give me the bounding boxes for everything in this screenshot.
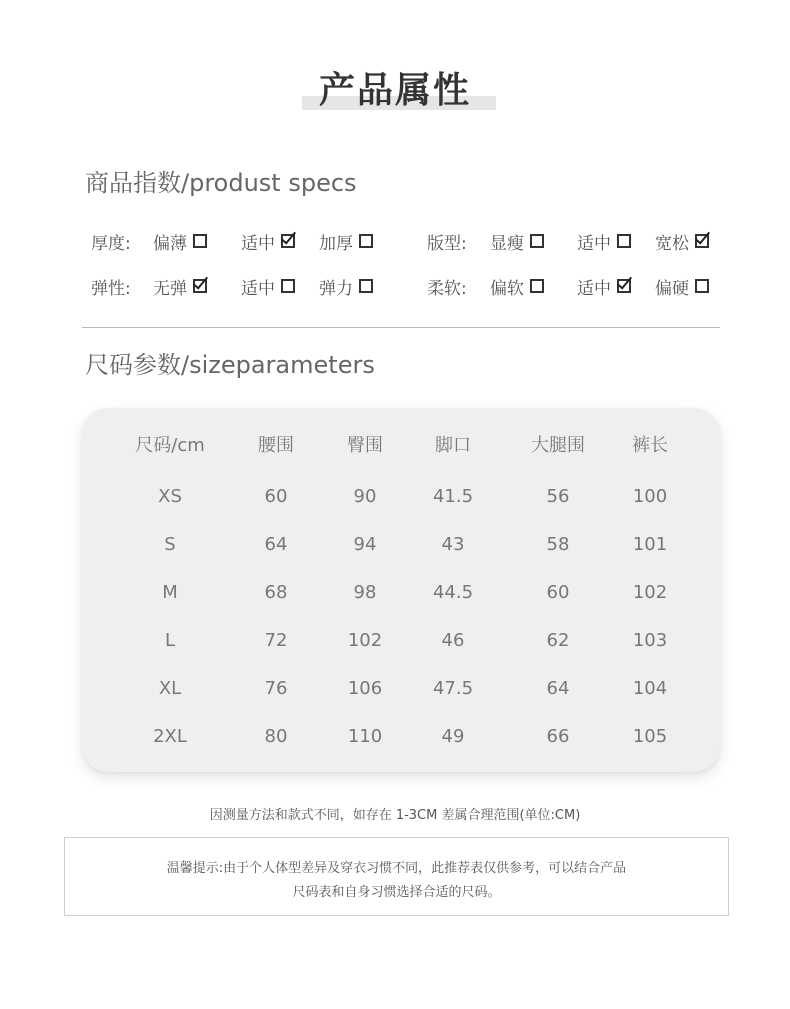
spec-label-thickness: 厚度: [91, 233, 131, 254]
table-cell: 102 [632, 582, 668, 603]
table-cell: 106 [347, 678, 383, 699]
tip-line: 温馨提示:由于个人体型差异及穿衣习惯不同，此推荐表仅供参考，可以结合产品 [166, 861, 627, 876]
table-cell: 66 [546, 726, 570, 747]
table-cell: 72 [264, 630, 288, 651]
table-cell: 101 [632, 534, 668, 555]
checkbox-checked[interactable] [281, 234, 295, 248]
option-medium-thickness[interactable]: 适中 [241, 226, 295, 256]
table-cell: 103 [632, 630, 668, 651]
checkbox[interactable] [530, 279, 544, 293]
checkbox[interactable] [359, 234, 373, 248]
table-cell: 64 [546, 678, 570, 699]
table-cell: 56 [546, 486, 570, 507]
size-label-cell: L [164, 630, 176, 651]
checkbox[interactable] [530, 234, 544, 248]
table-cell: 80 [264, 726, 288, 747]
table-header-cell: 臀围 [347, 435, 383, 456]
spec-label-fit: 版型: [427, 233, 467, 254]
checkbox[interactable] [359, 279, 373, 293]
table-cell: 58 [546, 534, 570, 555]
option-stretch[interactable]: 弹力 [319, 271, 373, 301]
size-table [82, 408, 720, 772]
checkbox-checked[interactable] [695, 234, 709, 248]
option-medium-softness[interactable]: 适中 [577, 271, 631, 301]
table-cell: 60 [546, 582, 570, 603]
size-label-cell: S [164, 534, 176, 555]
checkbox-checked[interactable] [617, 279, 631, 293]
table-header-cell: 腰围 [258, 435, 294, 456]
table-cell: 47.5 [432, 678, 474, 699]
spec-row-elasticity [0, 271, 790, 301]
option-loose[interactable]: 宽松 [655, 226, 709, 256]
size-heading: 尺码参数/sizeparameters [85, 351, 375, 379]
option-regular-fit[interactable]: 适中 [577, 226, 631, 256]
table-cell: 44.5 [432, 582, 474, 603]
table-cell: 90 [353, 486, 377, 507]
option-no-stretch[interactable]: 无弹 [153, 271, 207, 301]
spec-row-thickness [0, 226, 790, 256]
table-cell: 104 [632, 678, 668, 699]
section-divider [82, 327, 720, 328]
page-title: 产品属性 [318, 70, 471, 111]
spec-label-softness: 柔软: [427, 278, 467, 299]
table-cell: 98 [353, 582, 377, 603]
checkbox[interactable] [193, 234, 207, 248]
checkbox-checked[interactable] [193, 279, 207, 293]
table-cell: 60 [264, 486, 288, 507]
checkbox[interactable] [617, 234, 631, 248]
size-label-cell: XS [158, 486, 182, 507]
option-thin[interactable]: 偏薄 [153, 226, 207, 256]
table-cell: 62 [546, 630, 570, 651]
tip-box [64, 837, 729, 916]
size-label-cell: 2XL [153, 726, 187, 747]
size-label-cell: M [162, 582, 178, 603]
table-header-cell: 大腿围 [531, 435, 585, 456]
option-hard[interactable]: 偏硬 [655, 271, 709, 301]
table-cell: 94 [353, 534, 377, 555]
table-cell: 49 [441, 726, 465, 747]
specs-heading: 商品指数/produst specs [85, 169, 357, 197]
table-header-cell: 裤长 [632, 435, 668, 456]
table-header-cell: 尺码/cm [135, 435, 205, 456]
table-cell: 46 [441, 630, 465, 651]
measurement-note: 因测量方法和款式不同，如存在 1-3CM 差属合理范围(单位:CM) [209, 808, 581, 823]
table-header-cell: 脚口 [435, 435, 471, 456]
table-cell: 100 [632, 486, 668, 507]
table-cell: 43 [441, 534, 465, 555]
spec-label-elasticity: 弹性: [91, 278, 131, 299]
tip-line: 尺码表和自身习惯选择合适的尺码。 [292, 885, 501, 900]
option-thick[interactable]: 加厚 [319, 226, 373, 256]
table-cell: 105 [632, 726, 668, 747]
table-cell: 64 [264, 534, 288, 555]
checkbox[interactable] [281, 279, 295, 293]
size-label-cell: XL [158, 678, 182, 699]
option-slim[interactable]: 显瘦 [490, 226, 544, 256]
table-cell: 68 [264, 582, 288, 603]
table-cell: 110 [347, 726, 383, 747]
checkbox[interactable] [695, 279, 709, 293]
table-cell: 41.5 [432, 486, 474, 507]
table-cell: 76 [264, 678, 288, 699]
option-soft[interactable]: 偏软 [490, 271, 544, 301]
table-cell: 102 [347, 630, 383, 651]
option-medium-stretch[interactable]: 适中 [241, 271, 295, 301]
